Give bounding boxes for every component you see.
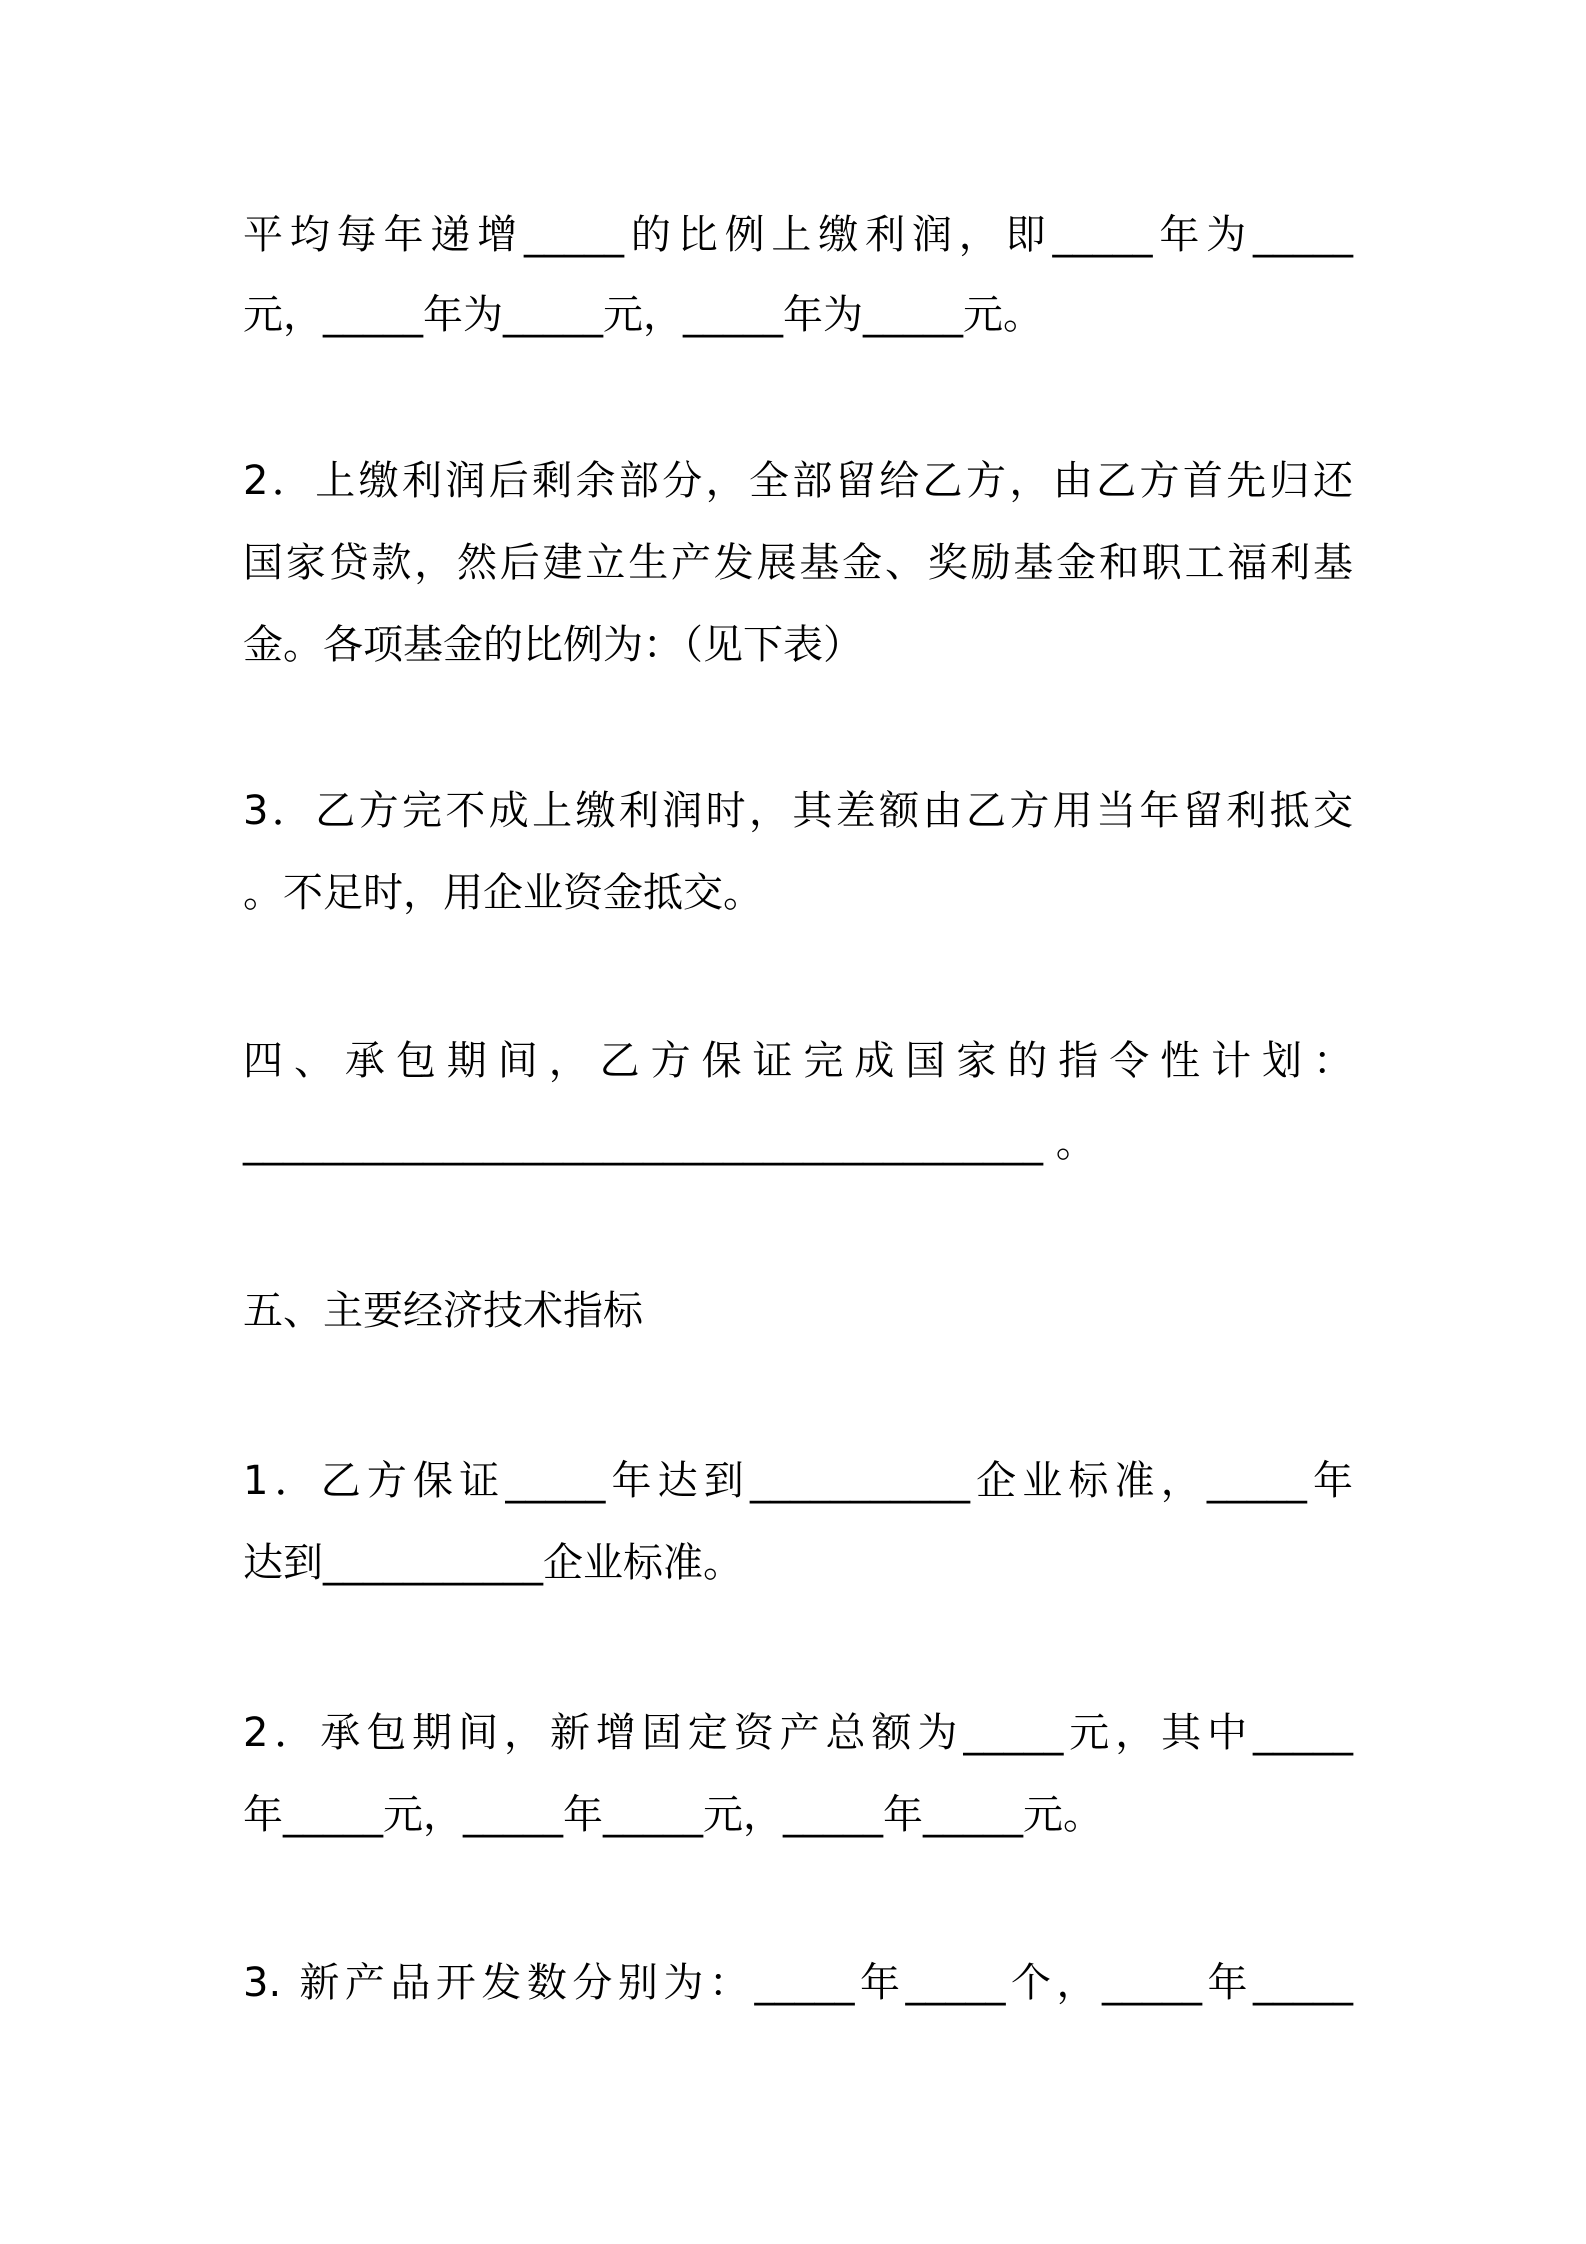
- paragraph-1-line-2: 元，_____年为_____元，_____年为_____元。: [243, 292, 1043, 338]
- indicator-1-line-2: 达到___________企业标准。: [243, 1540, 743, 1586]
- clause-2-line-3: 金。各项基金的比例为：（见下表）: [243, 622, 863, 668]
- indicator-1-line-1: 1．乙方保证_____年达到___________企业标准，_____年: [243, 1458, 1353, 1504]
- clause-2-line-2: 国家贷款，然后建立生产发展基金、奖励基金和职工福利基: [243, 540, 1353, 586]
- clause-3-line-2: 。不足时，用企业资金抵交。: [243, 870, 763, 916]
- clause-2-line-1: 2．上缴利润后剩余部分，全部留给乙方，由乙方首先归还: [243, 458, 1353, 504]
- indicator-2-line-2: 年_____元，_____年_____元，_____年_____元。: [243, 1792, 1103, 1838]
- section-4-blank-line: ________________________________________ 。: [243, 1120, 1096, 1166]
- indicator-2-line-1: 2．承包期间，新增固定资产总额为_____元，其中_____: [243, 1710, 1353, 1756]
- indicator-3-line-1: 3. 新产品开发数分别为：_____年_____个，_____年_____: [243, 1960, 1353, 2006]
- clause-3-line-1: 3．乙方完不成上缴利润时，其差额由乙方用当年留利抵交: [243, 788, 1353, 834]
- section-5-heading: 五、主要经济技术指标: [243, 1288, 643, 1334]
- section-4-heading: 四、承包期间，乙方保证完成国家的指令性计划：: [243, 1038, 1353, 1084]
- paragraph-1-line-1: 平均每年递增_____的比例上缴利润，即_____年为_____: [243, 212, 1353, 258]
